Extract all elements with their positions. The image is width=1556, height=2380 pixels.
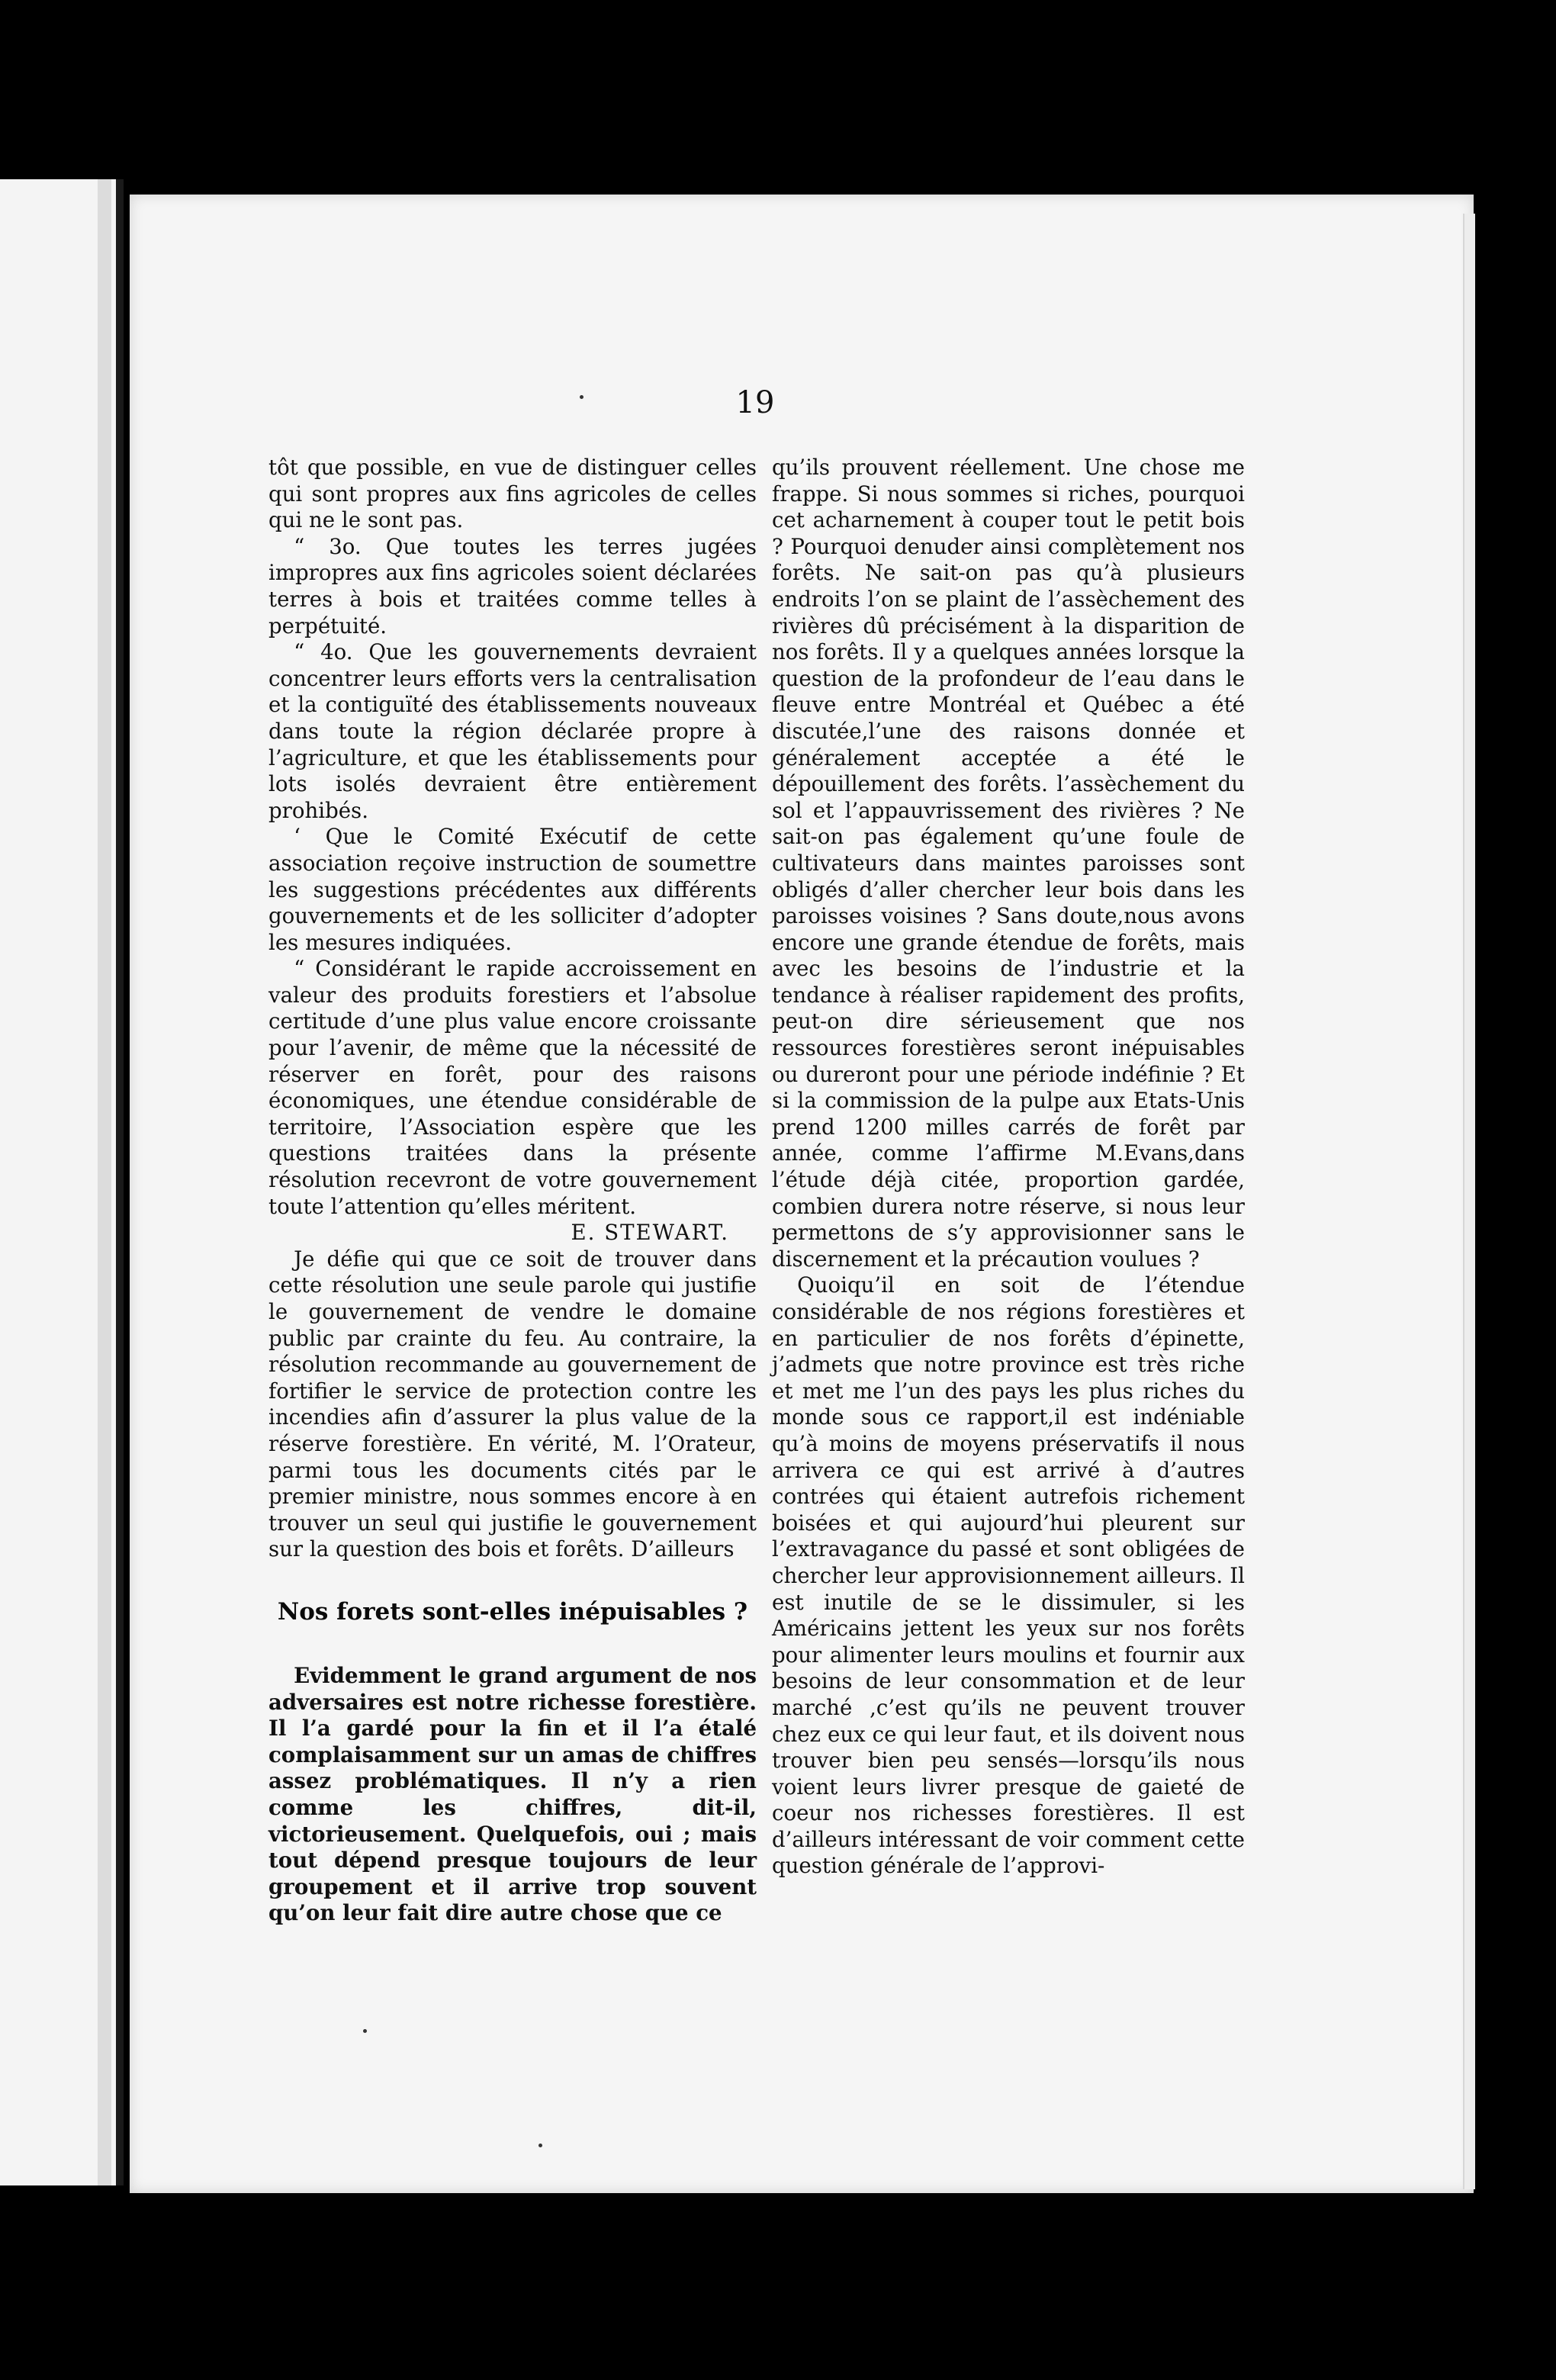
right-paragraph: qu’ils prouvent réellement. Une chose me frappe. Si nous sommes si riches, pourquoi cet acharnement à couper tout le petit bois ? Pourquoi denuder ainsi complètement nos forêts. Ne sait-on pas qu’à plusieurs endroits l’on se plaint de l’assèchement des rivières dû précisément à la disparition de nos forêts. Il y a quelques années lorsque la question de la profondeur de l’eau dans le fleuve entre Montréal et Québec a été discutée,l’une des raisons donnée et généralement acceptée a été le dépouillement des forêts. l’assèchement du sol et l’appauvrissement des rivières ? Ne sait-on pas également qu’une foule de cultivateurs dans maintes paroisses sont obligés d’aller chercher leur bois dans les paroisses voisines ? Sans doute,nous avons encore une grande étendue de forêts, mais avec les besoins de l’industrie et la tendance à réaliser rapidement des profits, peut-on dire sérieusement que nos ressources forestières seront inépuisables ou dureront pour une période indéfinie ? Et si la commission de la pulpe aux Etats-Unis prend 1200 milles carrés de forêt par année, comme l’affirme M.Evans,dans l’étude déjà citée, proportion gardée, combien durera notre réserve, si nous leur permettons de s’y approvisionner sans le discernement et la précaution voulues ? xyxy=(772,455,1245,1272)
signature: E. STEWART. xyxy=(571,1220,729,1246)
page-number: 19 xyxy=(735,385,775,420)
left-column xyxy=(268,455,757,1927)
right-column xyxy=(772,455,1245,1880)
ink-speck xyxy=(363,2029,367,2033)
left-paragraph: ‘ Que le Comité Exécutif de cette association reçoive instruction de soumettre les suggestions précédentes aux différents gouvernements et de les solliciter d’adopter les mesures indiquées. xyxy=(268,824,757,955)
right-paragraph: Quoiqu’il en soit de l’étendue considérable de nos régions forestières et en particulier de nos forêts d’épinette, j’admets que notre province est très riche et met me l’un des pays les plus riches du monde sous ce rapport,il est indéniable qu’à moins de moyens préservatifs il nous arrivera ce qui est arrivé à d’autres contrées qui étaient autrefois richement boisées et qui aujourd’hui pleurent sur l’extravagance du passé et sont obligées de chercher leur approvisionnement ailleurs. Il est inutile de se le dissimuler, si les Américains jettent les yeux sur nos forêts pour alimenter leurs moulins et fournir aux besoins de leur consommation et de leur marché ,c’est qu’ils ne peuvent trouver chez eux ce qui leur faut, et ils doivent nous trouver bien peu sensés—lorsqu’ils nous voient leurs livrer presque de gaieté de coeur nos richesses forestières. Il est d’ailleurs intéressant de voir comment cette question générale de l’approvi- xyxy=(772,1272,1245,1879)
left-paragraph: Je défie qui que ce soit de trouver dans cette résolution une seule parole qui justifie le gouvernement de vendre le domaine public par crainte du feu. Au contraire, la résolution recommande au gouvernement de fortifier le service de protection contre les incendies afin d’assurer la plus value de la réserve forestière. En vérité, M. l’Orateur, parmi tous les documents cités par le premier ministre, nous sommes encore à en trouver un seul qui justifie le gouvernement sur la question des bois et forêts. D’ailleurs xyxy=(268,1246,757,1562)
previous-page-shadow xyxy=(98,179,111,2185)
ink-speck xyxy=(580,395,584,399)
left-paragraph: tôt que possible, en vue de distinguer celles qui sont propres aux fins agricoles de celles qui ne le sont pas. xyxy=(268,455,757,533)
ink-speck xyxy=(538,2144,542,2147)
left-paragraph: “ 4o. Que les gouvernements devraient concentrer leurs efforts vers la centralisation et la contiguïté des établissements nouveaux dans toute la région déclarée propre à l’agriculture, et que les établissements pour lots isolés devraient être entièrement prohibés. xyxy=(268,639,757,823)
section-heading: Nos forets sont-elles inépuisables ? xyxy=(277,1597,748,1626)
left-paragraph-bold: Evidemment le grand argument de nos adversaires est notre richesse forestière. Il l’a gardé pour la fin et il l’a étalé complaisamment sur un amas de chiffres assez problématiques. Il n’y a rien comme les chiffres, dit-il, victorieusement. Quelquefois, oui ; mais tout dépend presque toujours de leur groupement et il arrive trop souvent qu’on leur fait dire autre chose que ce xyxy=(268,1662,757,1926)
left-paragraph: “ 3o. Que toutes les terres jugées impropres aux fins agricoles soient déclarées terres à bois et traitées comme telles à perpétuité. xyxy=(268,533,757,638)
page-right-edge xyxy=(1463,214,1475,2189)
left-paragraph: “ Considérant le rapide accroissement en valeur des produits forestiers et l’absolue certitude d’une plus value encore croissante pour l’avenir, de même que la nécessité de réserver en forêt, pour des raisons économiques, une étendue considérable de territoire, l’Association espère que les questions traitées dans la présente résolution recevront de votre gouvernement toute l’attention qu’elles méritent. xyxy=(268,956,757,1219)
